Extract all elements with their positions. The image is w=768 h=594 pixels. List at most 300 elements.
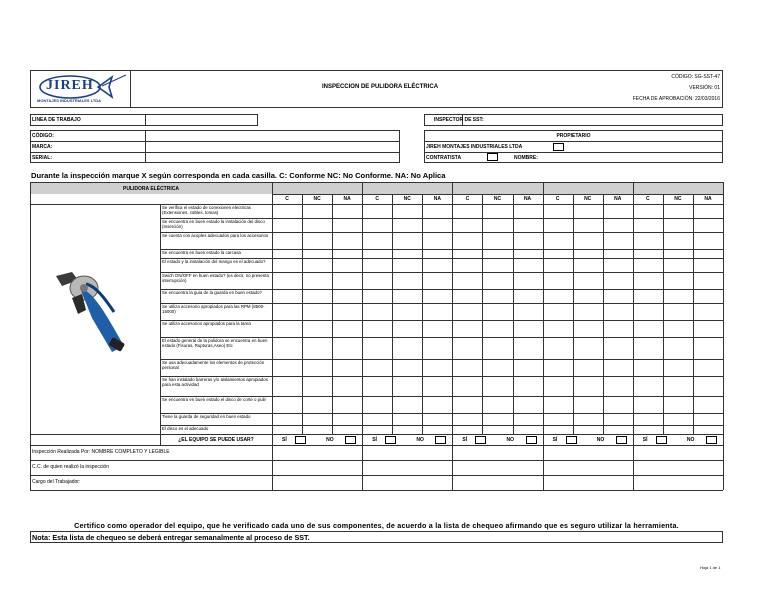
check-cell[interactable]: [633, 413, 663, 425]
check-cell[interactable]: [693, 258, 723, 272]
no-label: NO: [686, 437, 695, 443]
check-cell[interactable]: [362, 376, 392, 396]
check-cell[interactable]: [332, 425, 362, 434]
check-cell[interactable]: [482, 289, 512, 303]
no-checkbox[interactable]: [345, 436, 356, 444]
check-cell[interactable]: [302, 303, 332, 320]
check-cell[interactable]: [573, 413, 603, 425]
check-cell[interactable]: [513, 218, 543, 232]
check-cell[interactable]: [272, 396, 302, 413]
column-header: NC: [493, 196, 502, 202]
check-cell[interactable]: [362, 396, 392, 413]
check-cell[interactable]: [693, 425, 723, 434]
check-cell[interactable]: [543, 303, 573, 320]
check-cell[interactable]: [422, 376, 452, 396]
checklist-item: Se encuentra en buen estado la instalación del disco (Inserción): [162, 219, 265, 230]
check-cell[interactable]: [663, 320, 693, 337]
check-cell[interactable]: [392, 218, 422, 232]
check-cell[interactable]: [452, 289, 482, 303]
check-cell[interactable]: [332, 320, 362, 337]
check-cell[interactable]: [603, 359, 633, 376]
codigo-label: CÓDIGO:: [32, 133, 54, 139]
check-cell[interactable]: [663, 258, 693, 272]
check-cell[interactable]: [663, 396, 693, 413]
check-cell[interactable]: [362, 337, 392, 359]
check-cell[interactable]: [513, 425, 543, 434]
usable-question: ¿EL EQUIPO SE PUEDE USAR?: [178, 437, 254, 443]
check-cell[interactable]: [332, 204, 362, 218]
check-cell[interactable]: [513, 232, 543, 249]
check-cell[interactable]: [633, 303, 663, 320]
check-cell[interactable]: [272, 425, 302, 434]
check-cell[interactable]: [272, 204, 302, 218]
checklist-item: Se verifica el estado de conexiones electricas (Extensiones, cables, tomas): [162, 205, 251, 216]
check-cell[interactable]: [482, 396, 512, 413]
nombre-label: NOMBRE:: [514, 155, 538, 161]
check-cell[interactable]: [513, 303, 543, 320]
check-cell[interactable]: [513, 376, 543, 396]
check-cell[interactable]: [422, 396, 452, 413]
column-header: NC: [674, 196, 682, 202]
checklist-item: Se cuenta con acoples adecuados para los accesorios: [162, 233, 269, 238]
check-cell[interactable]: [362, 204, 392, 218]
check-cell[interactable]: [693, 218, 723, 232]
check-cell[interactable]: [663, 337, 693, 359]
check-cell[interactable]: [332, 232, 362, 249]
check-cell[interactable]: [482, 232, 512, 249]
signature-field[interactable]: [272, 445, 362, 460]
serial-label: SERIAL:: [32, 155, 52, 161]
check-cell[interactable]: [332, 413, 362, 425]
owner-company: JIREH MONTAJES INDUSTRIALES LTDA: [426, 144, 523, 150]
check-cell[interactable]: [272, 258, 302, 272]
check-cell[interactable]: [663, 218, 693, 232]
check-cell[interactable]: [482, 320, 512, 337]
check-cell[interactable]: [573, 218, 603, 232]
check-cell[interactable]: [573, 425, 603, 434]
check-cell[interactable]: [603, 204, 633, 218]
check-cell[interactable]: [302, 258, 332, 272]
check-cell[interactable]: [633, 258, 663, 272]
check-cell[interactable]: [452, 413, 482, 425]
check-cell[interactable]: [633, 396, 663, 413]
check-cell[interactable]: [513, 413, 543, 425]
check-cell[interactable]: [543, 359, 573, 376]
contratista-checkbox[interactable]: [487, 153, 498, 161]
check-cell[interactable]: [603, 289, 633, 303]
check-cell[interactable]: [362, 413, 392, 425]
signature-field[interactable]: [543, 475, 633, 490]
check-cell[interactable]: [693, 413, 723, 425]
check-cell[interactable]: [482, 204, 512, 218]
check-cell[interactable]: [392, 337, 422, 359]
check-cell[interactable]: [543, 249, 573, 258]
check-cell[interactable]: [693, 232, 723, 249]
yes-checkbox[interactable]: [385, 436, 396, 444]
check-cell[interactable]: [362, 320, 392, 337]
check-cell[interactable]: [272, 359, 302, 376]
check-cell[interactable]: [392, 272, 422, 289]
check-cell[interactable]: [452, 258, 482, 272]
check-cell[interactable]: [603, 396, 633, 413]
check-cell[interactable]: [272, 376, 302, 396]
column-header: C: [375, 196, 380, 202]
linea-trabajo-label: LINEA DE TRABAJO: [32, 117, 81, 123]
no-checkbox[interactable]: [526, 436, 537, 444]
angle-grinder-icon: [52, 266, 132, 356]
check-cell[interactable]: [482, 272, 512, 289]
signature-field[interactable]: [452, 475, 542, 490]
signature-field[interactable]: [272, 475, 362, 490]
check-cell[interactable]: [513, 289, 543, 303]
check-cell[interactable]: [513, 359, 543, 376]
check-cell[interactable]: [693, 337, 723, 359]
check-cell[interactable]: [513, 249, 543, 258]
yes-checkbox[interactable]: [656, 436, 667, 444]
check-cell[interactable]: [302, 320, 332, 337]
no-checkbox[interactable]: [435, 436, 446, 444]
check-cell[interactable]: [603, 320, 633, 337]
check-cell[interactable]: [573, 249, 603, 258]
check-cell[interactable]: [663, 249, 693, 258]
check-cell[interactable]: [573, 376, 603, 396]
signature-row-label: Cargo del Trabajador:: [32, 479, 81, 485]
check-cell[interactable]: [452, 425, 482, 434]
check-cell[interactable]: [332, 337, 362, 359]
check-cell[interactable]: [362, 303, 392, 320]
check-cell[interactable]: [482, 425, 512, 434]
check-cell[interactable]: [362, 218, 392, 232]
check-cell[interactable]: [693, 289, 723, 303]
check-cell[interactable]: [693, 376, 723, 396]
yes-label: SÍ: [552, 437, 558, 443]
check-cell[interactable]: [693, 303, 723, 320]
check-cell[interactable]: [302, 376, 332, 396]
checklist-item: Se utiliza accesorios apropiados para la tarea: [162, 321, 251, 326]
check-cell[interactable]: [302, 218, 332, 232]
yes-label: SÍ: [642, 437, 648, 443]
checklist-item: Swich ON/OFF en buen estado? (es decir, no presenta interrupción): [162, 273, 269, 284]
checklist-item: Se han instalado barreras y/o aislamientos apropiados para esta actividad: [162, 377, 268, 388]
check-cell[interactable]: [603, 232, 633, 249]
signature-field[interactable]: [543, 445, 633, 460]
checklist-item: El disco es el adecuado: [162, 426, 209, 431]
instructions-text: Durante la inspección marque X según corresponda en cada casilla. C: Conforme NC: No Conforme. NA: No Aplica: [31, 171, 446, 180]
check-cell[interactable]: [482, 218, 512, 232]
check-cell[interactable]: [332, 258, 362, 272]
check-cell[interactable]: [452, 204, 482, 218]
check-cell[interactable]: [482, 376, 512, 396]
check-cell[interactable]: [693, 396, 723, 413]
check-cell[interactable]: [392, 232, 422, 249]
check-cell[interactable]: [513, 337, 543, 359]
check-cell[interactable]: [392, 249, 422, 258]
check-cell[interactable]: [422, 249, 452, 258]
check-cell[interactable]: [422, 337, 452, 359]
check-cell[interactable]: [543, 337, 573, 359]
check-cell[interactable]: [513, 320, 543, 337]
check-cell[interactable]: [633, 425, 663, 434]
check-cell[interactable]: [422, 359, 452, 376]
check-cell[interactable]: [513, 258, 543, 272]
check-cell[interactable]: [543, 258, 573, 272]
check-cell[interactable]: [362, 289, 392, 303]
signature-field[interactable]: [452, 460, 542, 475]
check-cell[interactable]: [633, 272, 663, 289]
check-cell[interactable]: [332, 218, 362, 232]
check-cell[interactable]: [543, 320, 573, 337]
check-cell[interactable]: [573, 303, 603, 320]
column-header: NA: [523, 196, 532, 202]
check-cell[interactable]: [663, 425, 693, 434]
check-cell[interactable]: [422, 425, 452, 434]
inspector-label: INSPECTOR DE SST:: [434, 117, 484, 123]
check-cell[interactable]: [362, 425, 392, 434]
check-cell[interactable]: [603, 413, 633, 425]
checklist-item: Se encuentra la guia de la guarda en buen estado?: [162, 290, 262, 295]
checklist-item: Se usa adecuadamente los elementos de protección personal: [162, 360, 265, 371]
check-cell[interactable]: [422, 258, 452, 272]
check-cell[interactable]: [573, 272, 603, 289]
check-cell[interactable]: [693, 249, 723, 258]
check-cell[interactable]: [332, 249, 362, 258]
check-cell[interactable]: [392, 359, 422, 376]
propietario-label: PROPIETARIO: [556, 133, 591, 139]
check-cell[interactable]: [663, 376, 693, 396]
check-cell[interactable]: [362, 232, 392, 249]
check-cell[interactable]: [543, 425, 573, 434]
column-header: NA: [704, 196, 712, 202]
check-cell[interactable]: [422, 303, 452, 320]
check-cell[interactable]: [392, 258, 422, 272]
check-cell[interactable]: [482, 359, 512, 376]
check-cell[interactable]: [332, 272, 362, 289]
check-cell[interactable]: [392, 303, 422, 320]
check-cell[interactable]: [422, 320, 452, 337]
check-cell[interactable]: [422, 272, 452, 289]
check-cell[interactable]: [482, 249, 512, 258]
check-cell[interactable]: [272, 249, 302, 258]
check-cell[interactable]: [573, 359, 603, 376]
check-cell[interactable]: [302, 337, 332, 359]
check-cell[interactable]: [693, 359, 723, 376]
check-cell[interactable]: [392, 413, 422, 425]
yes-label: SÍ: [282, 437, 287, 443]
signature-field[interactable]: [362, 445, 452, 460]
check-cell[interactable]: [603, 218, 633, 232]
column-header: NC: [313, 196, 321, 202]
no-checkbox[interactable]: [616, 436, 627, 444]
check-cell[interactable]: [362, 272, 392, 289]
check-cell[interactable]: [452, 303, 482, 320]
check-cell[interactable]: [482, 413, 512, 425]
yes-checkbox[interactable]: [566, 436, 577, 444]
check-cell[interactable]: [663, 232, 693, 249]
check-cell[interactable]: [362, 359, 392, 376]
check-cell[interactable]: [633, 218, 663, 232]
check-cell[interactable]: [633, 376, 663, 396]
check-cell[interactable]: [513, 204, 543, 218]
check-cell[interactable]: [422, 289, 452, 303]
no-label: NO: [326, 437, 334, 443]
check-cell[interactable]: [452, 232, 482, 249]
check-cell[interactable]: [663, 289, 693, 303]
check-cell[interactable]: [513, 272, 543, 289]
signature-row-label: C.C. de quien realizó la inspección: [32, 464, 109, 470]
check-cell[interactable]: [422, 413, 452, 425]
equipment-label: PULIDORA ELÉCTRICA: [123, 186, 179, 192]
check-cell[interactable]: [332, 289, 362, 303]
check-cell[interactable]: [302, 232, 332, 249]
check-cell[interactable]: [392, 320, 422, 337]
check-cell[interactable]: [573, 320, 603, 337]
check-cell[interactable]: [332, 303, 362, 320]
column-header: NC: [584, 196, 592, 202]
check-cell[interactable]: [573, 396, 603, 413]
check-cell[interactable]: [302, 272, 332, 289]
check-cell[interactable]: [633, 232, 663, 249]
check-cell[interactable]: [573, 289, 603, 303]
check-cell[interactable]: [543, 204, 573, 218]
check-cell[interactable]: [663, 359, 693, 376]
check-cell[interactable]: [302, 249, 332, 258]
check-cell[interactable]: [603, 376, 633, 396]
check-cell[interactable]: [422, 218, 452, 232]
check-cell[interactable]: [663, 272, 693, 289]
no-checkbox[interactable]: [706, 436, 717, 444]
check-cell[interactable]: [272, 232, 302, 249]
check-cell[interactable]: [332, 396, 362, 413]
check-cell[interactable]: [332, 359, 362, 376]
check-cell[interactable]: [693, 320, 723, 337]
check-cell[interactable]: [603, 258, 633, 272]
signature-field[interactable]: [633, 445, 723, 460]
check-cell[interactable]: [603, 303, 633, 320]
check-cell[interactable]: [482, 337, 512, 359]
check-cell[interactable]: [513, 396, 543, 413]
check-cell[interactable]: [332, 376, 362, 396]
check-cell[interactable]: [302, 204, 332, 218]
marca-label: MARCA:: [32, 144, 53, 150]
logo-subtitle: MONTAJES INDUSTRIALES LTDA: [37, 98, 102, 103]
check-cell[interactable]: [392, 376, 422, 396]
check-cell[interactable]: [392, 289, 422, 303]
check-cell[interactable]: [392, 204, 422, 218]
check-cell[interactable]: [633, 320, 663, 337]
signature-field[interactable]: [633, 475, 723, 490]
check-cell[interactable]: [663, 204, 693, 218]
check-cell[interactable]: [272, 218, 302, 232]
yes-checkbox[interactable]: [295, 436, 306, 444]
no-label: NO: [506, 437, 515, 443]
check-cell[interactable]: [603, 249, 633, 258]
column-header: NC: [403, 196, 411, 202]
check-cell[interactable]: [693, 204, 723, 218]
check-cell[interactable]: [452, 249, 482, 258]
check-cell[interactable]: [543, 376, 573, 396]
check-cell[interactable]: [272, 413, 302, 425]
check-cell[interactable]: [603, 337, 633, 359]
check-cell[interactable]: [362, 258, 392, 272]
column-header: C: [285, 196, 289, 202]
check-cell[interactable]: [392, 425, 422, 434]
check-cell[interactable]: [543, 232, 573, 249]
check-cell[interactable]: [392, 396, 422, 413]
certification-text: Certifico como operador del equipo, que he verificado cada uno de sus componentes, de acuerdo a la lista de chequeo afirmando que es seguro utilizar la herramienta.: [74, 521, 679, 530]
check-cell[interactable]: [573, 258, 603, 272]
signature-field[interactable]: [633, 460, 723, 475]
check-cell[interactable]: [573, 204, 603, 218]
column-header: NA: [433, 196, 441, 202]
checklist-item: Tiene la guarda de seguridad en buen estado: [162, 414, 251, 419]
check-cell[interactable]: [302, 396, 332, 413]
check-cell[interactable]: [482, 258, 512, 272]
signature-field[interactable]: [543, 460, 633, 475]
check-cell[interactable]: [603, 272, 633, 289]
check-cell[interactable]: [693, 272, 723, 289]
check-cell[interactable]: [573, 337, 603, 359]
check-cell[interactable]: [633, 249, 663, 258]
check-cell[interactable]: [603, 425, 633, 434]
check-cell[interactable]: [272, 289, 302, 303]
check-cell[interactable]: [302, 425, 332, 434]
signature-field[interactable]: [362, 460, 452, 475]
check-cell[interactable]: [452, 337, 482, 359]
check-cell[interactable]: [543, 218, 573, 232]
check-cell[interactable]: [422, 204, 452, 218]
check-cell[interactable]: [272, 303, 302, 320]
check-cell[interactable]: [482, 303, 512, 320]
check-cell[interactable]: [362, 249, 392, 258]
page-title: INSPECCION DE PULIDORA ELÉCTRICA: [321, 84, 439, 90]
checklist-item: El estado general de la pulidora se encuentra en buen estado (Fisuras, Rupturas,Aseo) Etc: [162, 338, 268, 349]
check-cell[interactable]: [663, 303, 693, 320]
check-cell[interactable]: [272, 320, 302, 337]
check-cell[interactable]: [633, 337, 663, 359]
checklist-item: El estado y la instalación del mango es el adecuado?: [162, 259, 266, 264]
check-cell[interactable]: [543, 413, 573, 425]
check-cell[interactable]: [633, 289, 663, 303]
check-cell[interactable]: [543, 289, 573, 303]
check-cell[interactable]: [452, 218, 482, 232]
check-cell[interactable]: [302, 413, 332, 425]
check-cell[interactable]: [452, 359, 482, 376]
check-cell[interactable]: [302, 289, 332, 303]
column-header: NA: [343, 196, 351, 202]
check-cell[interactable]: [573, 232, 603, 249]
signature-field[interactable]: [362, 475, 452, 490]
check-cell[interactable]: [272, 337, 302, 359]
yes-checkbox[interactable]: [475, 436, 486, 444]
check-cell[interactable]: [452, 272, 482, 289]
check-cell[interactable]: [452, 396, 482, 413]
signature-field[interactable]: [452, 445, 542, 460]
check-cell[interactable]: [272, 272, 302, 289]
column-header: C: [555, 196, 560, 202]
check-cell[interactable]: [633, 359, 663, 376]
check-cell[interactable]: [452, 320, 482, 337]
check-cell[interactable]: [543, 396, 573, 413]
check-cell[interactable]: [543, 272, 573, 289]
check-cell[interactable]: [663, 413, 693, 425]
owner-company-checkbox[interactable]: [553, 143, 564, 151]
doc-version: VERSIÓN: 01: [689, 85, 720, 91]
check-cell[interactable]: [422, 232, 452, 249]
check-cell[interactable]: [452, 376, 482, 396]
check-cell[interactable]: [633, 204, 663, 218]
check-cell[interactable]: [302, 359, 332, 376]
signature-field[interactable]: [272, 460, 362, 475]
